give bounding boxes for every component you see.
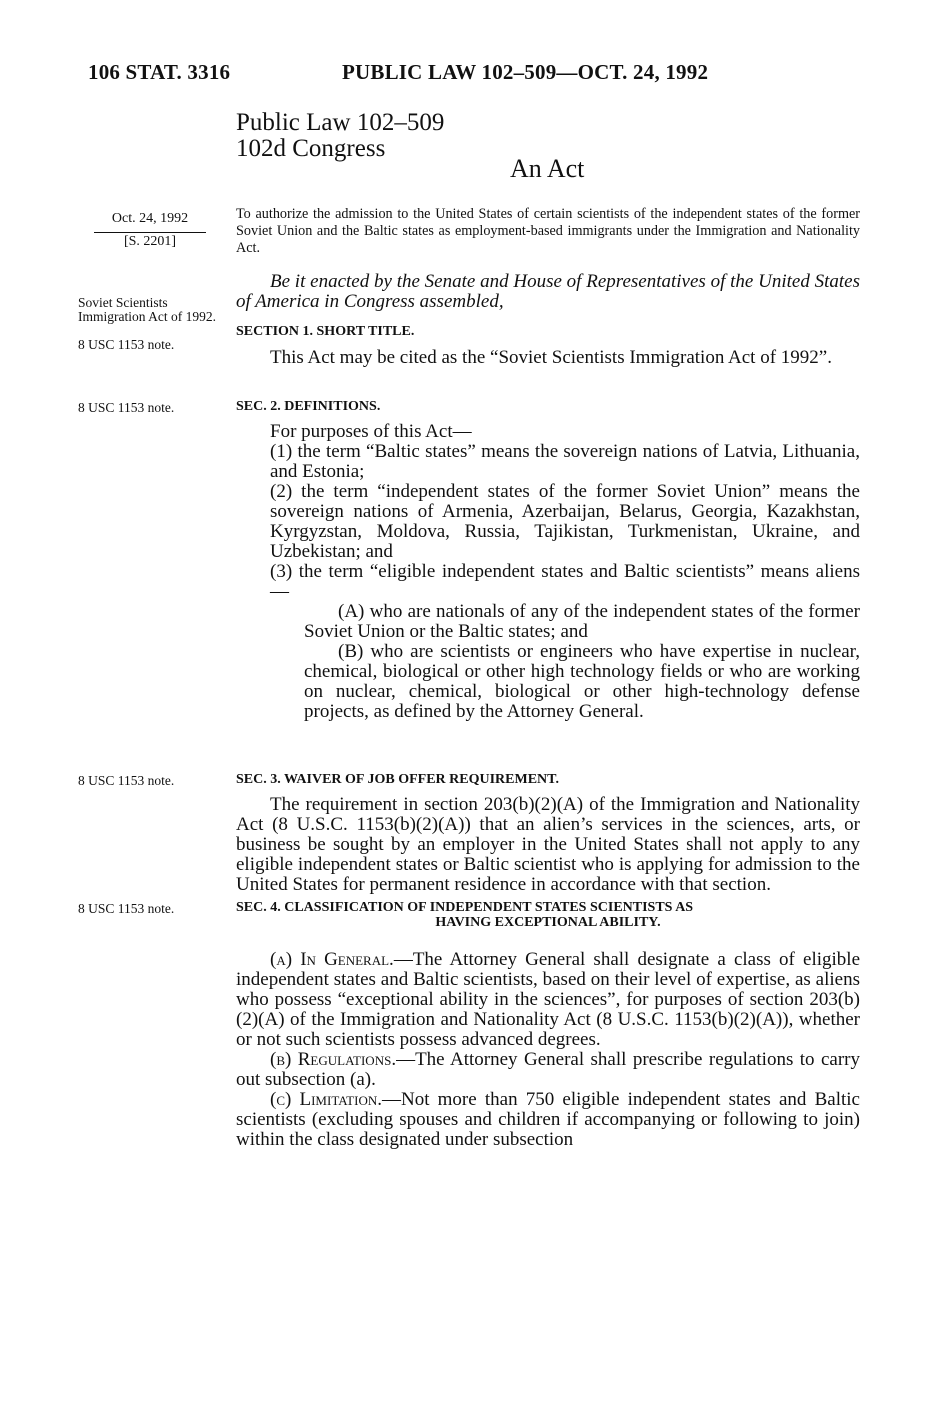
subsection-a-label: (a) In General. [270, 949, 394, 970]
definition-3a: (A) who are nationals of any of the independent states of the former Soviet Union or the Baltic states; and [304, 601, 860, 642]
definition-3: (3) the term “eligible independent states and Baltic scientists” means aliens— [270, 561, 860, 602]
congress-number: 102d Congress [236, 135, 386, 162]
statute-page-number: 106 STAT. 3316 [88, 60, 231, 84]
subsection-a [236, 950, 860, 1050]
definitions-intro: For purposes of this Act— [270, 421, 472, 442]
section-1-text: This Act may be cited as the “Soviet Scientists Immigration Act of 1992”. [270, 347, 832, 368]
section-3-heading: SEC. 3. WAIVER OF JOB OFFER REQUIREMENT. [236, 772, 559, 787]
margin-usc-note: 8 USC 1153 note. [78, 337, 175, 352]
section-4-text [236, 950, 860, 1150]
subsection-a-text: —The Attorney General shall designate a class of eligible independent states and Baltic scientists, based on their level of expertise, as aliens who possess “exceptional ability in the sciences”, for purposes of section 203(b)(2)(A) of the Immigration and Nationality Act (8 U.S.C. 1153(b)(2)(A)), whether or not such scientists possess advanced degrees. [236, 949, 861, 1050]
act-heading: An Act [510, 154, 585, 183]
running-head [88, 60, 868, 88]
margin-usc-note: 8 USC 1153 note. [78, 400, 175, 415]
subsection-c [236, 1090, 860, 1150]
section-1-heading: SECTION 1. SHORT TITLE. [236, 324, 415, 339]
margin-usc-note: 8 USC 1153 note. [78, 773, 175, 788]
law-number: Public Law 102–509 [236, 109, 445, 136]
section-3-text: The requirement in section 203(b)(2)(A) of the Immigration and Nationality Act (8 U.S.C. 1153(b)(2)(A)) that an alien’s services in the sciences, arts, or business be sought by an employer in the United States shall not apply to any eligible independent states or Baltic scientist who is applying for admission to the United States for permanent residence in accordance with that section. [236, 794, 860, 895]
margin-short-title: Soviet Scientists Immigration Act of 1992. [78, 295, 216, 324]
definition-1: (1) the term “Baltic states” means the sovereign nations of Latvia, Lithuania, and Estonia; [270, 441, 860, 482]
section-2-definitions [236, 422, 860, 722]
subsection-b [236, 1050, 860, 1090]
definition-3b: (B) who are scientists or engineers who have expertise in nuclear, chemical, biological or other high technology fields or who are working on nuclear, chemical, biological or other high-technology defense projects, as defined by the Attorney General. [304, 641, 860, 722]
margin-date: Oct. 24, 1992 [111, 211, 189, 226]
subsection-c-label: (c) Limitation. [270, 1089, 382, 1110]
section-4-heading [236, 900, 860, 930]
section-4-heading-line-2: HAVING EXCEPTIONAL ABILITY. [435, 915, 661, 930]
subsection-c-text: —Not more than 750 eligible independent states and Baltic scientists (excluding spouses and children if accompanying or following to join) within the class designated under subsection [236, 1089, 860, 1150]
purpose-clause: To authorize the admission to the United States of certain scientists of the independent states of the former Soviet Union and the Baltic states as employment-based immigrants under the Immigration and Nationality Act. [236, 206, 860, 256]
margin-bill-number: [S. 2201] [94, 232, 206, 249]
enacting-clause: Be it enacted by the Senate and House of Representatives of the United States of America in Congress assembled, [236, 271, 860, 312]
section-4-heading-line-1: SEC. 4. CLASSIFICATION OF INDEPENDENT STATES SCIENTISTS AS [236, 900, 694, 915]
running-head-law: PUBLIC LAW 102–509—OCT. 24, 1992 [342, 60, 709, 84]
title-block [236, 110, 444, 162]
subsection-b-text: —The Attorney General shall prescribe regulations to carry out subsection (a). [236, 1049, 861, 1090]
margin-usc-note: 8 USC 1153 note. [78, 901, 175, 916]
section-2-heading: SEC. 2. DEFINITIONS. [236, 399, 381, 414]
subsection-b-label: (b) Regulations. [270, 1049, 397, 1070]
definition-2: (2) the term “independent states of the former Soviet Union” means the sovereign nations of Armenia, Azerbaijan, Belarus, Georgia, Kazakhstan, Kyrgyzstan, Moldova, Russia, Tajikistan, Turkmenistan, Ukraine, and Uzbekistan; and [270, 481, 860, 562]
